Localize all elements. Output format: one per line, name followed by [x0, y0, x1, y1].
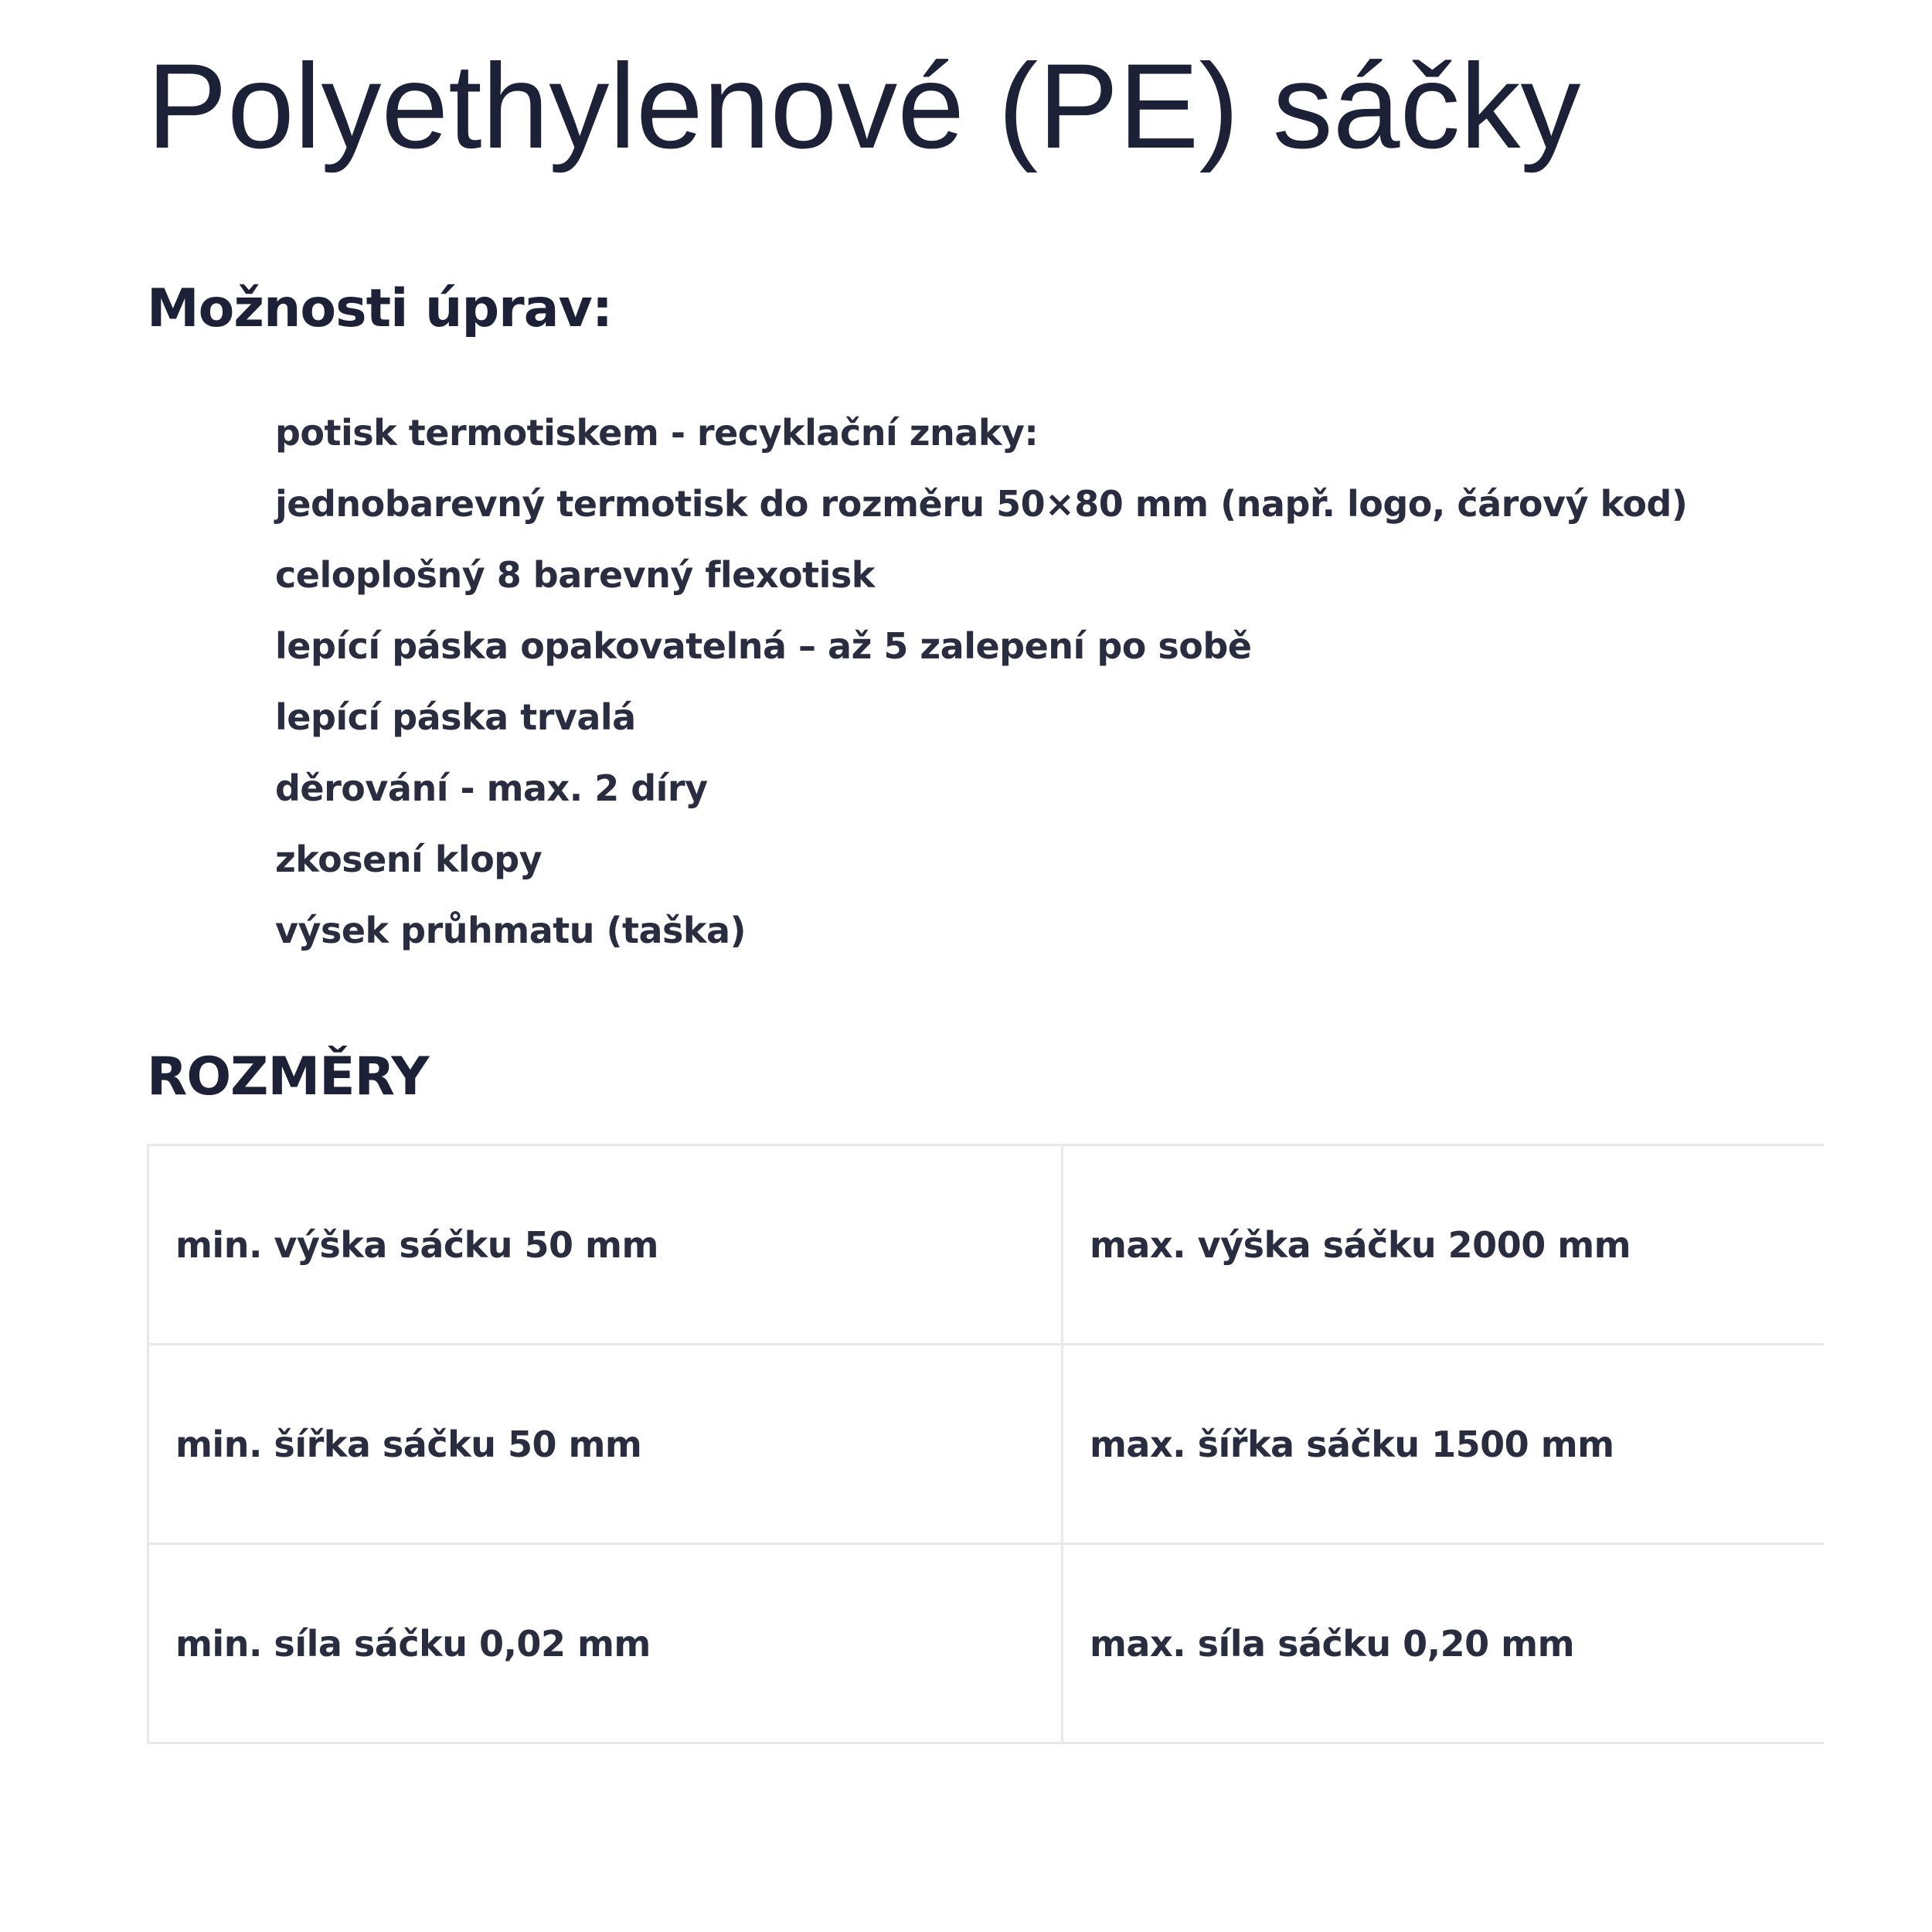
list-item: lepící páska opakovatelná – až 5 zalepení po sobě: [275, 625, 1252, 667]
table-row: [148, 1544, 1825, 1743]
list-item: potisk termotiskem - recyklační znaky:: [275, 412, 1039, 454]
options-list: [147, 397, 1824, 966]
table-row: [148, 1345, 1825, 1544]
page-title: Polyethylenové (PE) sáčky: [147, 39, 1581, 174]
list-item: lepící páska trvalá: [275, 696, 636, 738]
table-cell-min-thickness: min. síla sáčku 0,02 mm: [148, 1544, 1063, 1743]
table-row: [148, 1145, 1825, 1345]
options-heading: Možnosti úprav:: [147, 278, 613, 339]
list-item: zkosení klopy: [275, 838, 543, 880]
dimensions-table: [147, 1144, 1824, 1744]
table-cell-min-height: min. výška sáčku 50 mm: [148, 1145, 1063, 1345]
list-item: jednobarevný termotisk do rozměru 50×80 mm (např. logo, čárový kod): [275, 483, 1688, 525]
table-cell-max-width: max. šířka sáčku 1500 mm: [1063, 1345, 1825, 1544]
table-cell-min-width: min. šířka sáčku 50 mm: [148, 1345, 1063, 1544]
list-item: celoplošný 8 barevný flexotisk: [275, 554, 875, 596]
list-item: výsek průhmatu (taška): [275, 910, 747, 951]
table-cell-max-thickness: max. síla sáčku 0,20 mm: [1063, 1544, 1825, 1743]
list-item: děrování - max. 2 díry: [275, 767, 708, 809]
dimensions-heading: ROZMĚRY: [147, 1046, 429, 1107]
page-content: [147, 0, 1824, 1744]
table-cell-max-height: max. výška sáčku 2000 mm: [1063, 1145, 1825, 1345]
